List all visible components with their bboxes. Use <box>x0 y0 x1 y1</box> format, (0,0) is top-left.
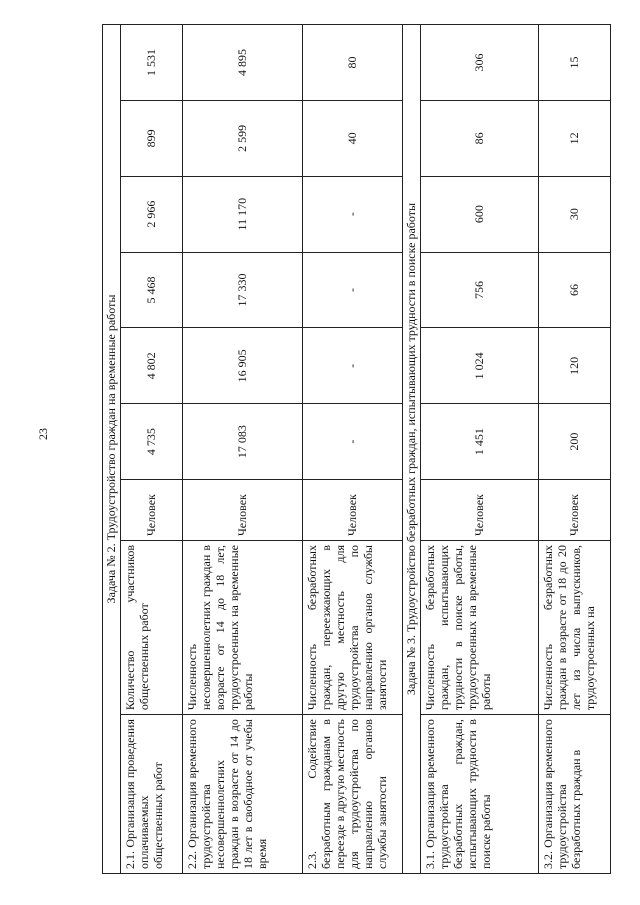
value-cell: 2 966 <box>120 176 182 252</box>
indicator-cell: Численность несовершеннолетних граждан в возрасте от 14 до 18 лет, трудоустроенных на временные работы <box>182 541 302 715</box>
value-cell: 17 330 <box>182 252 302 328</box>
value-cell: 2 599 <box>182 100 302 176</box>
spacer-cell-5 <box>88 328 102 404</box>
activity-cell: 3.1. Организация временного трудоустройства безработных граждан, испытывающих трудности в поиске работы <box>420 715 538 874</box>
value-cell: 40 <box>302 100 402 176</box>
spacer-cell-8 <box>88 100 102 176</box>
value-cell: 4 735 <box>120 404 182 480</box>
rotated-table-sheet <box>88 24 610 874</box>
spacer-cell-2 <box>88 541 102 715</box>
spacer-cell-6 <box>88 252 102 328</box>
value-cell: 86 <box>420 100 538 176</box>
unit-cell: Человек <box>182 480 302 541</box>
value-cell: 756 <box>420 252 538 328</box>
unit-cell: Человек <box>538 480 610 541</box>
spacer-cell-3 <box>88 480 102 541</box>
value-cell: 11 170 <box>182 176 302 252</box>
task-header-row <box>402 25 420 874</box>
page-number: 23 <box>36 428 50 440</box>
value-cell: 600 <box>420 176 538 252</box>
spacer-cell-1 <box>88 715 102 874</box>
value-cell: 899 <box>120 100 182 176</box>
unit-cell: Человек <box>120 480 182 541</box>
data-table <box>88 24 611 874</box>
unit-cell: Человек <box>302 480 402 541</box>
table-row <box>538 25 610 874</box>
value-cell: 30 <box>538 176 610 252</box>
spacer-cell-4 <box>88 404 102 480</box>
table-row-spacer <box>88 25 102 874</box>
value-cell: 17 083 <box>182 404 302 480</box>
table-row <box>120 25 182 874</box>
activity-cell: 2.1. Организация проведения оплачиваемых общественных работ <box>120 715 182 874</box>
value-cell: 12 <box>538 100 610 176</box>
value-cell: 1 451 <box>420 404 538 480</box>
value-cell: 15 <box>538 25 610 101</box>
value-cell: - <box>302 176 402 252</box>
value-cell: 306 <box>420 25 538 101</box>
task2-title: Задача № 2. Трудоустройство граждан на временные работы <box>102 25 120 874</box>
value-cell: - <box>302 404 402 480</box>
activity-cell: 2.3. Содействие безработным гражданам в переезде в другую местность для трудоустройства по направлению органов службы занятости <box>302 715 402 874</box>
value-cell: 1 024 <box>420 328 538 404</box>
indicator-cell: Численность безработных граждан, переезжающих в другую местность для трудоустройства по направлению органов службы занятости <box>302 541 402 715</box>
indicator-cell: Численность безработных граждан в возрасте от 18 до 20 лет из числа выпускников, трудоустроенных на <box>538 541 610 715</box>
value-cell: 120 <box>538 328 610 404</box>
spacer-cell-9 <box>88 25 102 101</box>
activity-cell: 3.2. Организация временного трудоустройства безработных граждан в <box>538 715 610 874</box>
indicator-cell: Количество участников общественных работ <box>120 541 182 715</box>
value-cell: 1 531 <box>120 25 182 101</box>
value-cell: 66 <box>538 252 610 328</box>
value-cell: 200 <box>538 404 610 480</box>
value-cell: 5 468 <box>120 252 182 328</box>
table-row <box>302 25 402 874</box>
spacer-cell-7 <box>88 176 102 252</box>
value-cell: 4 802 <box>120 328 182 404</box>
value-cell: 4 895 <box>182 25 302 101</box>
value-cell: 16 905 <box>182 328 302 404</box>
indicator-cell: Численность безработных граждан, испытывающих трудности в поиске работы, трудоустроенных на временные работы <box>420 541 538 715</box>
table-row <box>182 25 302 874</box>
value-cell: - <box>302 252 402 328</box>
value-cell: - <box>302 328 402 404</box>
value-cell: 80 <box>302 25 402 101</box>
table-row <box>420 25 538 874</box>
activity-cell: 2.2. Организация временного трудоустройства несовершеннолетних граждан в возрасте от 14 до 18 лет в свободное от учебы время <box>182 715 302 874</box>
task3-title: Задача № 3. Трудоустройство безработных граждан, испытывающих трудности в поиске работы <box>402 25 420 874</box>
unit-cell: Человек <box>420 480 538 541</box>
task-header-row <box>102 25 120 874</box>
